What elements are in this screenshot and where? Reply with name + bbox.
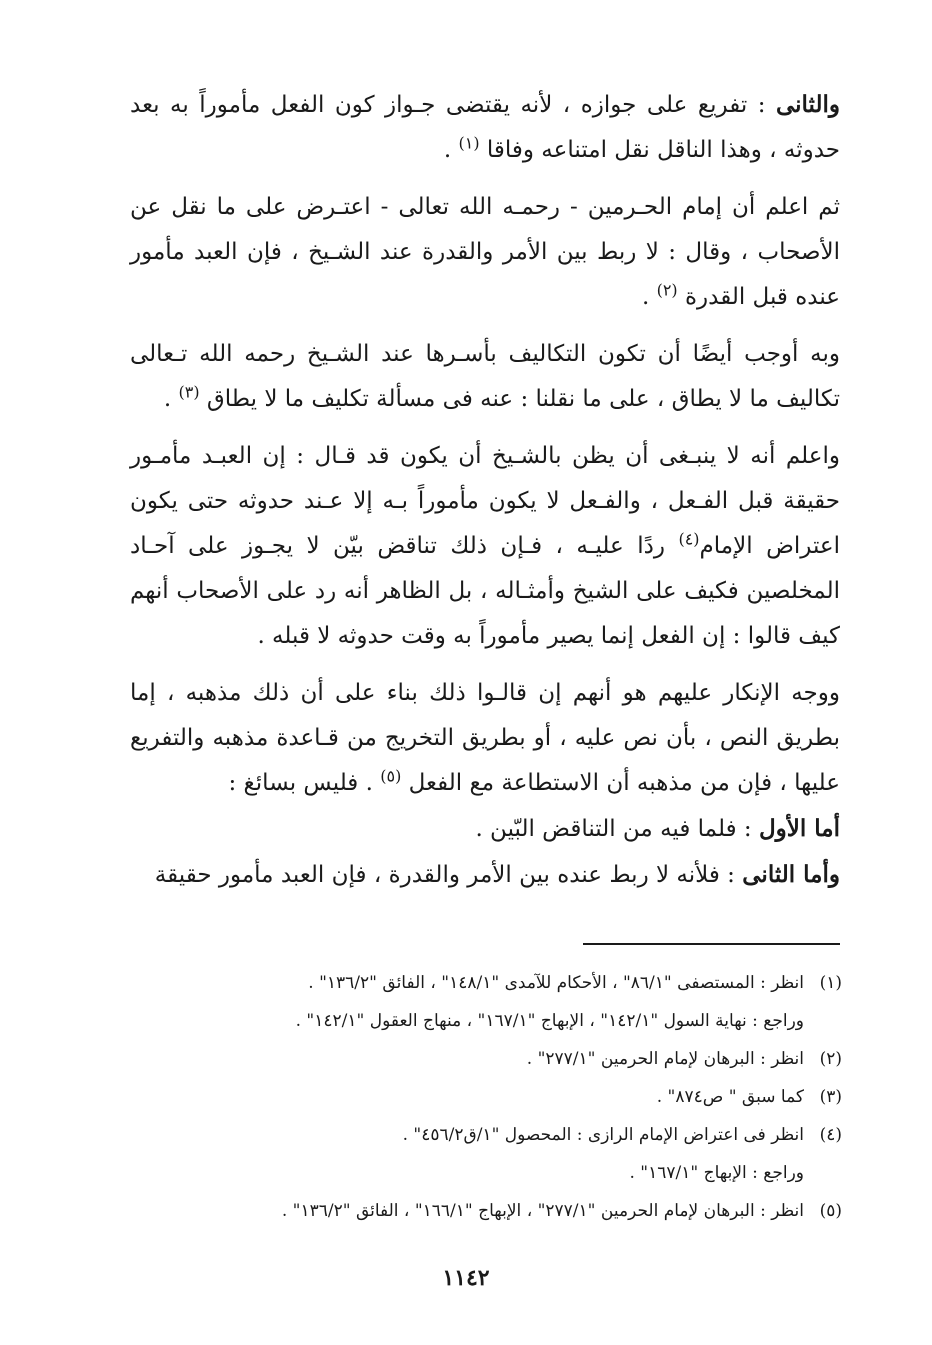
footnote-text: وراجع : الإبهاج "١٦٧/١" . xyxy=(629,1163,804,1183)
footnote-text: انظر : المستصفى "٨٦/١" ، الأحكام للآمدى "١٤٨/١" ، الفائق "١٣٦/٢" . xyxy=(308,973,804,993)
page-number: ١١٤٢ xyxy=(442,1265,490,1291)
paragraph-text: ثم اعلم أن إمام الحـرمين - رحمـه الله تعالى - اعتـرض على ما نقل عن الأصحاب ، وقال : لا ربط بين الأمر والقدرة عند الشـيخ ، فإن العبد مأمور عنده قبل القدرة xyxy=(130,194,840,310)
footnote xyxy=(135,1078,842,1116)
paragraph-tail: ردًا عليـه ، فـإن ذلك تناقض بيّن لا يجـوز على آحـاد المخلصين فكيف على الشيخ وأمثـاله ، بل الظاهر أنه رد على الأصحاب أنهم كيف قالوا : إن الفعل إنما يصير مأموراً به وقت حدوثه لا قبله . xyxy=(130,533,840,649)
footnote-text: انظر : البرهان لإمام الحرمين "٢٧٧/١" ، الإبهاج "١٦٦/١" ، الفائق "١٣٦/٢" . xyxy=(281,1201,804,1221)
paragraph-lead: أما الأول xyxy=(758,815,840,842)
paragraph-text: : فلأنه لا ربط عنده بين الأمر والقدرة ، فإن العبد مأمور حقيقة xyxy=(154,862,743,888)
footnote-text: وراجع : نهاية السول "١٤٢/١" ، الإبهاج "١٦٧/١" ، منهاج العقول "١٤٢/١" . xyxy=(295,1011,804,1031)
paragraph-tail: . فليس بسائغ : xyxy=(228,770,381,796)
footnote-reference: (٥) xyxy=(380,766,402,786)
footnote-continuation xyxy=(135,1002,842,1040)
footnote xyxy=(135,1040,842,1078)
footnote xyxy=(135,964,842,1002)
paragraph-text: : تفريع على جوازه ، لأنه يقتضى جـواز كون الفعل مأموراً به بعد حدوثه ، وهذا الناقل نقل امتناعه وفاقا xyxy=(130,92,840,163)
footnote-number: (١) xyxy=(819,973,842,993)
footnote-number: (٢) xyxy=(819,1049,842,1069)
footnote-reference: (١) xyxy=(458,133,480,153)
paragraph-text: واعلم أنه لا ينبـغى أن يظن بالشـيخ أن يكون قد قـال : إن العبـد مأمـور حقيقة قبل الفـعل ، والفـعل لا يكون مأموراً بـه إلا عـند حدوثه حتى يكون اعتراض الإمام xyxy=(130,443,841,559)
footnote-continuation xyxy=(135,1154,842,1192)
footnote-reference: (٣) xyxy=(178,382,200,402)
paragraph xyxy=(130,185,840,320)
footnote-number: (٣) xyxy=(819,1087,842,1107)
paragraph-lead: والثانى xyxy=(775,91,840,118)
paragraph xyxy=(130,806,840,852)
footnote xyxy=(135,1116,842,1154)
footnote-reference: (٢) xyxy=(656,280,678,300)
paragraph xyxy=(130,332,840,422)
footnote-reference: (٤) xyxy=(678,529,700,549)
footnote-text: انظر : البرهان لإمام الحرمين "٢٧٧/١" . xyxy=(526,1049,804,1069)
paragraph xyxy=(130,434,840,659)
paragraph-text: ووجه الإنكار عليهم هو أنهم إن قالـوا ذلك بناء على أن ذلك مذهبه ، إما بطريق النص ، بأن نص عليه ، أو بطريق التخريج من قـاعدة مذهبه والتفريع عليها ، فإن من مذهبه أن الاستطاعة مع الفعل xyxy=(130,680,840,796)
paragraph xyxy=(130,671,840,806)
footnote-divider xyxy=(583,943,840,945)
footnote-number: (٥) xyxy=(819,1201,842,1221)
paragraph-tail: . xyxy=(443,137,459,163)
paragraph-tail: . xyxy=(163,386,179,412)
footnote-text: انظر فى اعتراض الإمام الرازى : المحصول "١/ق٤٥٦/٢" . xyxy=(402,1125,804,1145)
paragraph-lead: وأما الثانى xyxy=(742,861,840,888)
footnote-number: (٤) xyxy=(819,1125,842,1145)
paragraph xyxy=(130,82,840,173)
footnote xyxy=(135,1192,842,1230)
paragraph-text: : فلما فيه من التناقض البّين . xyxy=(475,816,759,842)
paragraph-tail: . xyxy=(641,284,657,310)
paragraph xyxy=(130,852,840,898)
footnotes xyxy=(135,964,842,1230)
footnote-text: كما سبق " ص٨٧٤" . xyxy=(656,1087,804,1107)
body-text xyxy=(130,82,840,898)
paragraph-text: وبه أوجب أيضًا أن تكون التكاليف بأسـرها عند الشـيخ رحمه الله تـعالى تكاليف ما لا يطاق ، على ما نقلنا : عنه فى مسألة تكليف ما لا يطاق xyxy=(130,341,840,412)
